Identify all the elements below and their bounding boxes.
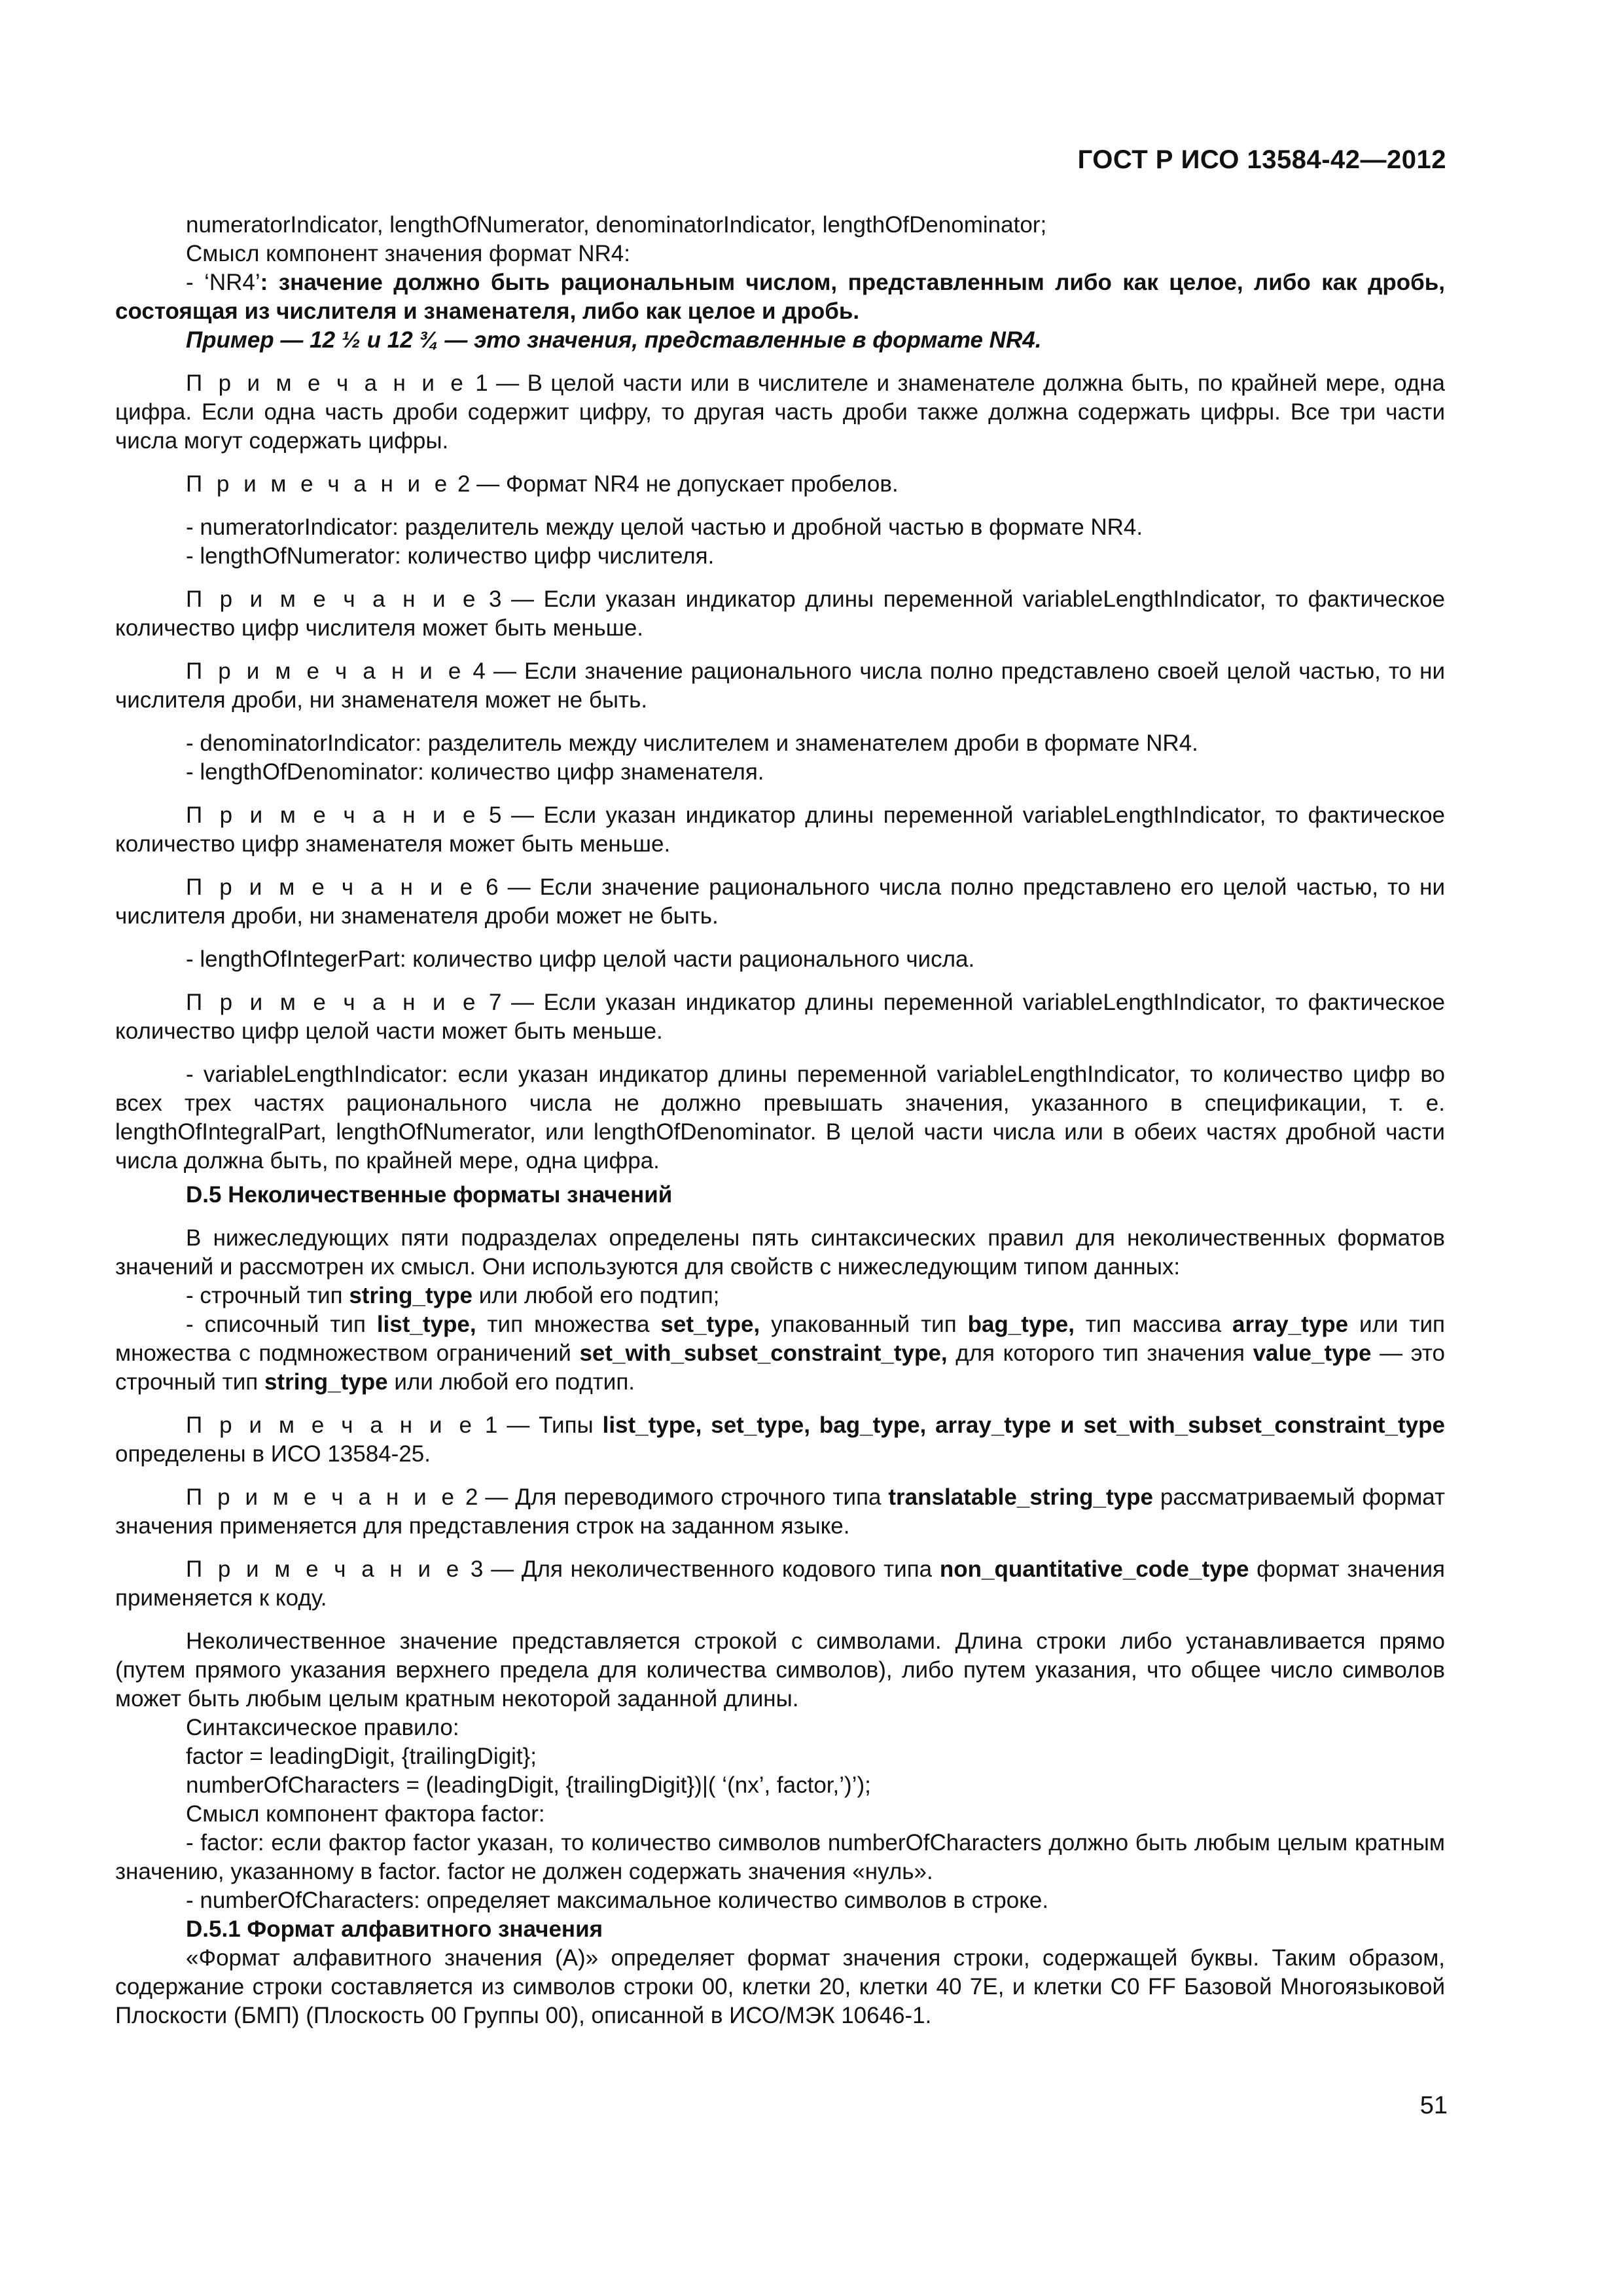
example: Пример — 12 ½ и 12 ¾ — это значения, представленные в формате NR4. (186, 327, 1042, 353)
list-item: - lengthOfDenominator: количество цифр знаменателя. (186, 759, 764, 785)
d5-note-3: П р и м е ч а н и е 3 — Для неколичественного кодового типа non_quantitative_code_type формат значения применяется к коду. (115, 1556, 1446, 1611)
d5-note-2: П р и м е ч а н и е 2 — Для переводимого строчного типа translatable_string_type рассматриваемый формат значения применяется для представления строк на заданном языке. (115, 1484, 1445, 1539)
list-item: - списочный тип list_type, тип множества set_type, упакованный тип bag_type, тип массива array_type или тип множества с подмножеством ограничений set_with_subset_constraint_type, для которого тип значения value_type — это строчный тип string_type или любой его подтип. (115, 1312, 1445, 1395)
note-1: П р и м е ч а н и е 1 — В целой части или в числителе и знаменателе должна быть, по крайней мере, одна цифра. Если одна часть дроби содержит цифру, то другая часть дроби также должна содержать цифры. Все три части числа могут содержать цифры. (115, 370, 1445, 454)
paragraph: Смысл компонент фактора factor: (186, 1801, 545, 1827)
paragraph: Смысл компонент значения формат NR4: (186, 241, 630, 266)
paragraph: «Формат алфавитного значения (A)» определяет формат значения строки, содержащей буквы. Таким образом, содержание строки составляется из символов строки 00, клетки 20, клетки 40 7E, и клетки C0 FF Базовой Многоязыковой Плоскости (БМП) (Плоскость 00 Группы 00), описанной в ИСО/МЭК 10646-1. (115, 1945, 1445, 2028)
page-body (115, 211, 1445, 2030)
list-item: - строчный тип string_type или любой его подтип; (186, 1283, 720, 1308)
d5-note-1: П р и м е ч а н и е 1 — Типы list_type, set_type, bag_type, array_type и set_with_subset_constraint_type определены в ИСО 13584-25. (115, 1412, 1445, 1467)
syntax-label: Синтаксическое правило: (186, 1715, 459, 1740)
page-number: 51 (1419, 2092, 1448, 2119)
list-item: - numberOfCharacters: определяет максимальное количество символов в строке. (186, 1888, 1049, 1913)
list-item: - factor: если фактор factor указан, то количество символов numberOfCharacters должно быть любым целым кратным значению, указанному в factor. factor не должен содержать значения «нуль». (115, 1830, 1445, 1884)
note-3: П р и м е ч а н и е 3 — Если указан индикатор длины переменной variableLengthIndicator, то фактическое количество цифр числителя может быть меньше. (115, 586, 1445, 641)
note-7: П р и м е ч а н и е 7 — Если указан индикатор длины переменной variableLengthIndicator, то фактическое количество цифр целой части может быть меньше. (115, 990, 1445, 1044)
syntax-rule: numberOfCharacters = (leadingDigit, {trailingDigit})|( ‘(nx’, factor,’)’); (186, 1772, 871, 1798)
note-5: П р и м е ч а н и е 5 — Если указан индикатор длины переменной variableLengthIndicator, то фактическое количество цифр знаменателя может быть меньше. (115, 802, 1445, 857)
list-item: - denominatorIndicator: разделитель между числителем и знаменателем дроби в формате NR4. (186, 730, 1198, 756)
paragraph: numeratorIndicator, lengthOfNumerator, denominatorIndicator, lengthOfDenominator; (186, 212, 1047, 238)
list-item: - numeratorIndicator: разделитель между целой частью и дробной частью в формате NR4. (186, 514, 1143, 540)
section-heading-d51: D.5.1 Формат алфавитного значения (186, 1916, 603, 1942)
list-item: - ‘NR4’: значение должно быть рациональным числом, представленным либо как целое, либо как дробь, состоящая из числителя и знаменателя, либо как целое и дробь. (115, 270, 1445, 324)
list-item: - variableLengthIndicator: если указан индикатор длины переменной variableLengthIndicator, то количество цифр во всех трех частях рационального числа не должно превышать значения, указанного в спецификации, т. е. lengthOfIntegralPart, lengthOfNumerator, или lengthOfDenominator. В целой части числа или в обеих частях дробной части числа должна быть, по крайней мере, одна цифра. (115, 1062, 1445, 1174)
standard-header: ГОСТ Р ИСО 13584-42—2012 (1077, 145, 1446, 174)
syntax-rule: factor = leadingDigit, {trailingDigit}; (186, 1744, 537, 1769)
list-item: - lengthOfIntegerPart: количество цифр целой части рационального числа. (186, 946, 975, 972)
section-heading-d5: D.5 Неколичественные форматы значений (186, 1182, 673, 1208)
note-6: П р и м е ч а н и е 6 — Если значение рационального числа полно представлено его целой частью, то ни числителя дроби, ни знаменателя дроби может не быть. (115, 874, 1445, 929)
list-item: - lengthOfNumerator: количество цифр числителя. (186, 543, 715, 569)
note-2: П р и м е ч а н и е 2 — Формат NR4 не допускает пробелов. (186, 471, 899, 497)
paragraph: В нижеследующих пяти подразделах определены пять синтаксических правил для неколичественных форматов значений и рассмотрен их смысл. Они используются для свойств с нижеследующим типом данных: (115, 1225, 1445, 1280)
paragraph: Неколичественное значение представляется строкой с символами. Длина строки либо устанавливается прямо (путем прямого указания верхнего предела для количества символов), либо путем указания, что общее число символов может быть любым целым кратным некоторой заданной длины. (115, 1628, 1445, 1712)
note-4: П р и м е ч а н и е 4 — Если значение рационального числа полно представлено своей целой частью, то ни числителя дроби, ни знаменателя может не быть. (115, 658, 1445, 713)
